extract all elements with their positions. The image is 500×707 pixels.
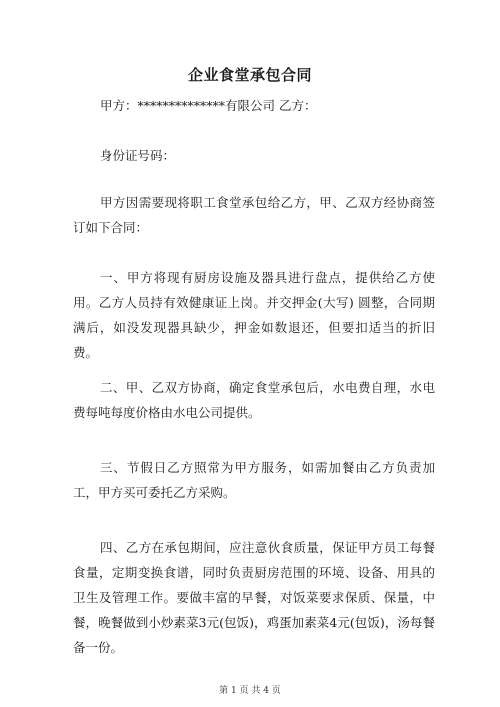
intro-paragraph: 甲方因需要现将职工食堂承包给乙方，甲、乙双方经协商签订如下合同： — [73, 195, 435, 235]
party-line: 甲方：**************有限公司 乙方： — [100, 98, 317, 113]
page-number: 第 1 页 共 4 页 — [219, 686, 281, 696]
clause-2: 二、甲、乙双方协商，确定食堂承包后，水电费自理，水电费每吨每度价格由水电公司提供。 — [73, 380, 435, 420]
clause-3: 三、节假日乙方照常为甲方服务，如需加餐由乙方负责加工，甲方买可委托乙方采购。 — [73, 460, 435, 500]
document-title: 企业食堂承包合同 — [187, 66, 312, 84]
id-number-line: 身份证号码： — [100, 148, 176, 163]
clause-1: 一、甲方将现有厨房设施及器具进行盘点，提供给乙方使用。乙方人员持有效健康证上岗。并交押金(大写) 圆整，合同期满后，如没发现器具缺少，押金如数退还，但要扣适当的折旧费。 — [73, 270, 435, 360]
clause-4: 四、乙方在承包期间，应注意伙食质量，保证甲方员工每餐食量，定期变换食谱，同时负责厨房范围的环境、设备、用具的卫生及管理工作。要做丰富的早餐，对饭菜要求保质、保量，中餐，晚餐做到小炒素菜3元(包饭)，鸡蛋加素菜4元(包饭)，汤每餐备一份。 — [73, 540, 435, 655]
